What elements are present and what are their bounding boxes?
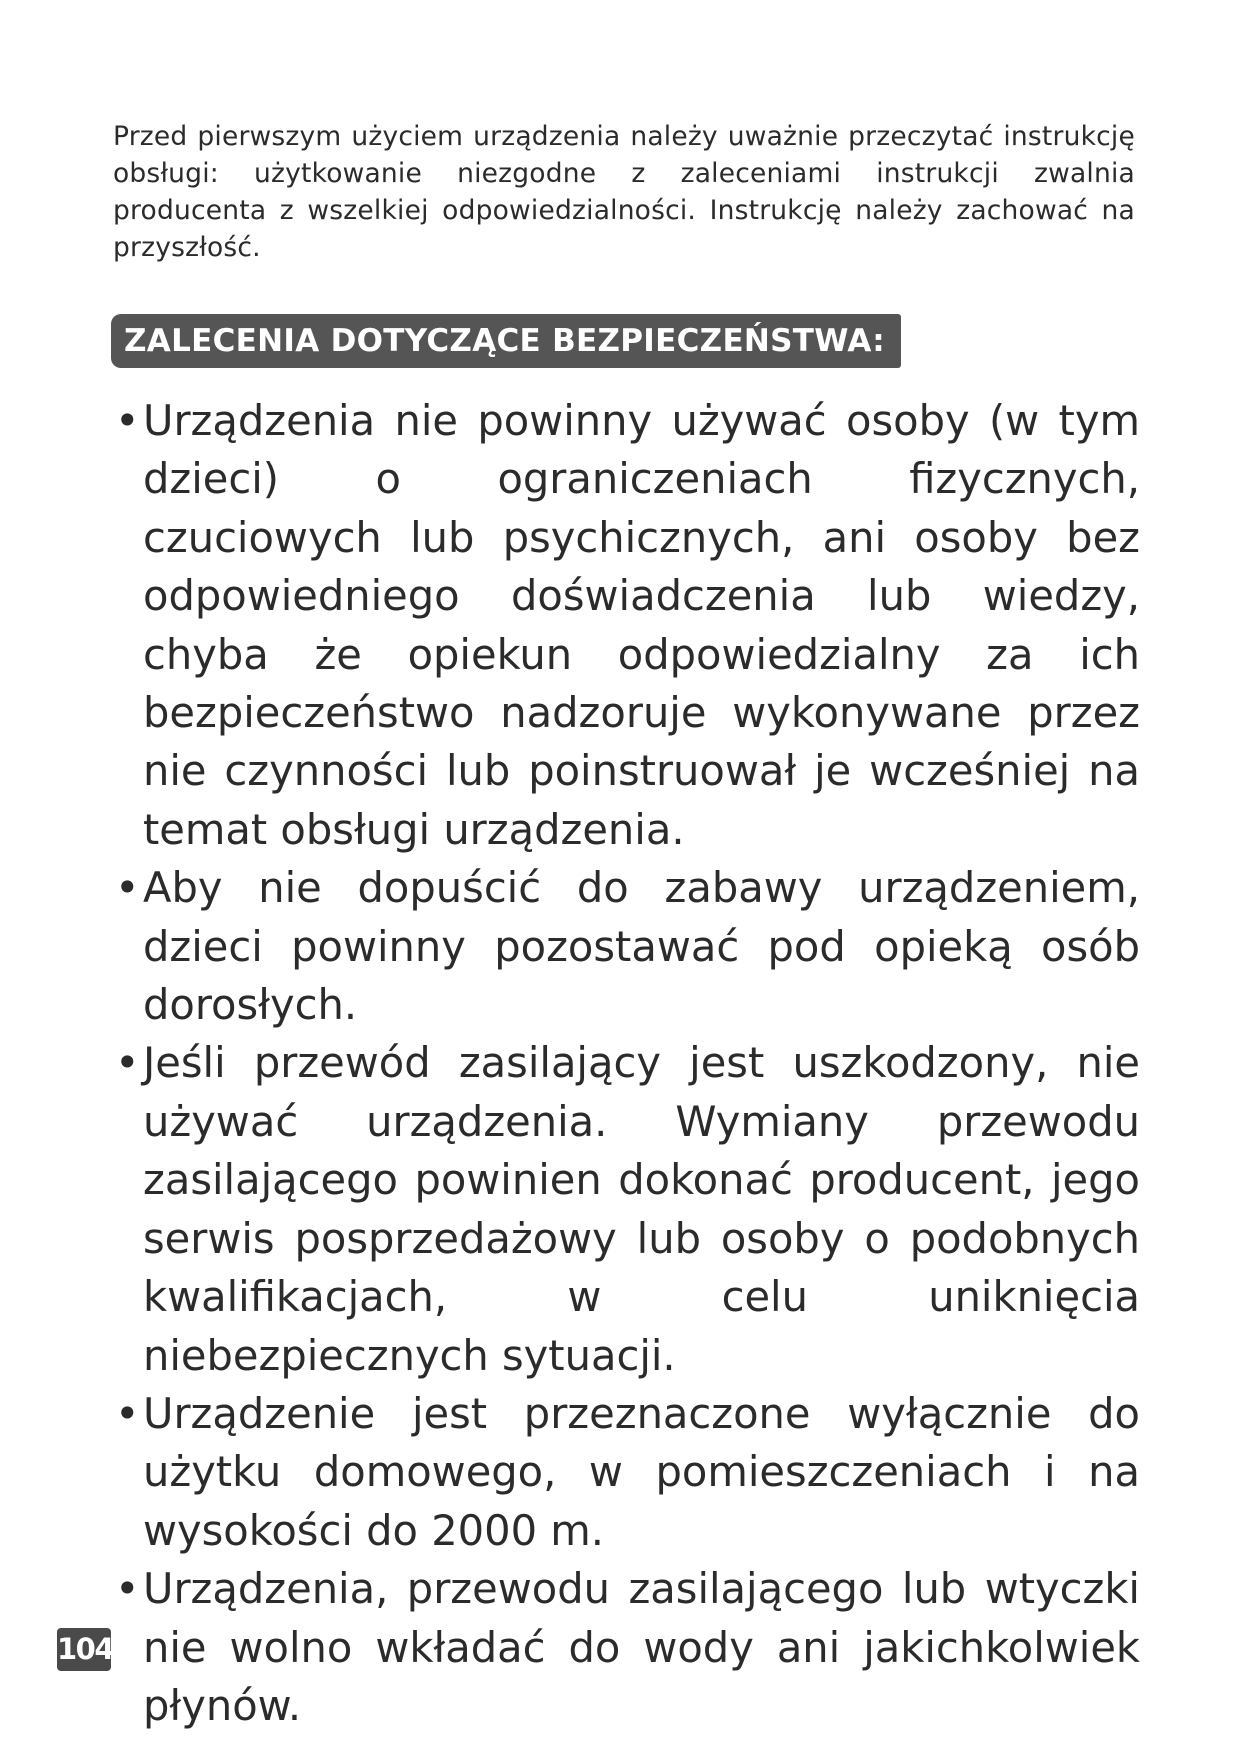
- list-item: [113, 859, 1140, 1034]
- bullet-icon: •: [115, 1038, 140, 1088]
- list-item-text: Aby nie dopuścić do zabawy urządzeniem, dzieci powinny pozostawać pod opieką osób dorosłych.: [143, 863, 1140, 1030]
- bullet-icon: •: [115, 396, 140, 445]
- list-item: [113, 1560, 1140, 1735]
- list-item-text: Jeśli przewód zasilający jest uszkodzony, nie używać urządzenia. Wymiany przewodu zasilającego powinien dokonać producent, jego serwis posprzedażowy lub osoby o podobnych kwalifikacjach, w celu uniknięcia niebezpiecznych sytuacji.: [143, 1038, 1140, 1380]
- bullet-icon: •: [115, 1388, 140, 1438]
- intro-paragraph: Przed pierwszym użyciem urządzenia należy uważnie przeczytać instrukcję obsługi: użytkowanie niezgodne z zaleceniami instrukcji zwalnia producenta z wszelkiej odpowiedzialności. Instrukcję należy zachować na przyszłość.: [113, 121, 1135, 263]
- section-header-safety: [111, 314, 901, 368]
- page-number: 104: [57, 1632, 114, 1666]
- list-item: [113, 1034, 1140, 1384]
- list-item: [113, 1385, 1140, 1560]
- list-item-text: Urządzenia, przewodu zasilającego lub wtyczki nie wolno wkładać do wody ani jakichkolwiek płynów.: [143, 1564, 1140, 1730]
- section-title: ZALECENIA DOTYCZĄCE BEZPIECZEŃSTWA:: [124, 323, 885, 359]
- list-item: [113, 392, 1140, 859]
- bullet-icon: •: [115, 863, 140, 913]
- list-item-text: Urządzenia nie powinny używać osoby (w tym dzieci) o ograniczeniach fizycznych, czuciowych lub psychicznych, ani osoby bez odpowiedniego doświadczenia lub wiedzy, chyba że opiekun odpowiedzialny za ich bezpieczeństwo nadzoruje wykonywane przez nie czynności lub poinstruował je wcześniej na temat obsługi urządzenia.: [143, 396, 1140, 854]
- safety-list: [113, 392, 1140, 1735]
- bullet-icon: •: [115, 1564, 140, 1614]
- page-number-badge: [57, 1628, 114, 1671]
- list-item-text: Urządzenie jest przeznaczone wyłącznie do użytku domowego, w pomieszczeniach i na wysokości do 2000 m.: [143, 1388, 1140, 1555]
